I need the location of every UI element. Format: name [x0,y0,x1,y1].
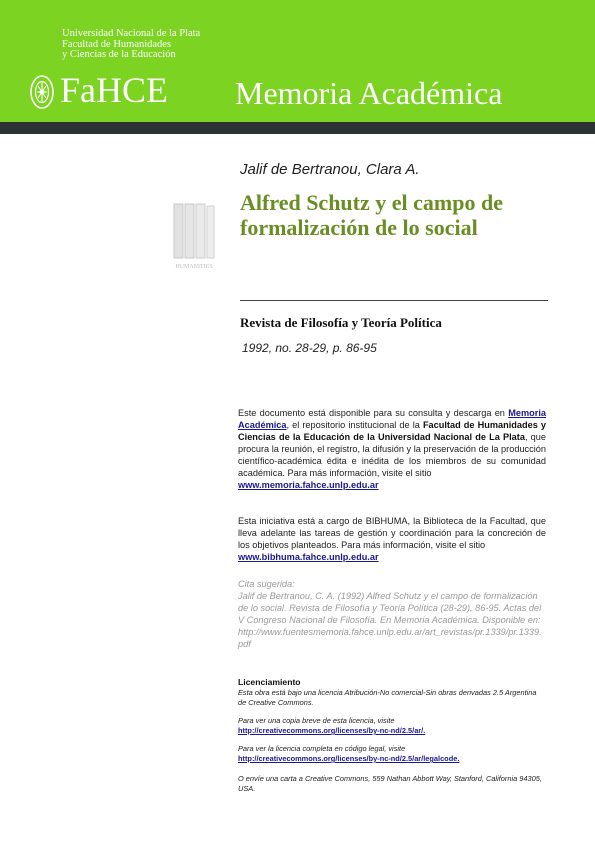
fahce-logo: FaHCE [60,70,168,110]
license-heading: Licenciamiento [238,677,301,687]
intro-text-end: , que procura la reunión, el registro, la difusión y la preservación de la producción científico-académica édita e inédita de los miembros de su comunidad académica. Para más información, visite el sitio [238,432,546,478]
citation-url[interactable]: http://www.fuentesmemoria.fahce.unlp.edu.ar/art_revistas/pr.1339/pr.1339.pdf [238,627,542,649]
faculty-name: Facultad de Humanidades [62,38,172,50]
repository-name: Memoria Académica [235,75,503,111]
document-title: Alfred Schutz y el campo de formalización de lo social [240,190,503,240]
license-text: Esta obra está bajo una licencia Atribución-No comercial-Sin obras derivadas 2.5 Argentina de Creative Commons. [238,688,537,707]
license-full-label: Para ver la licencia completa en código legal, visite [238,744,406,753]
books-logo-icon [166,200,222,272]
memoria-site-link[interactable]: www.memoria.fahce.unlp.edu.ar [238,480,379,490]
bibhuma-text: Esta iniciativa está a cargo de BIBHUMA, la Biblioteca de la Facultad, que lleva adelante las tareas de gestión y coordinación para la concreción de los objetivos planteados. Para más información, visite el sitio [238,516,546,550]
license-brief-label: Para ver una copia breve de esta licencia, visite [238,716,395,725]
memoria-academica-link[interactable]: Memoria Académica [238,408,546,430]
repository-description [238,407,546,491]
citation-text: Jalif de Bertranou, C. A. (1992) Alfred Schutz y el campo de formalización de lo social. Revista de Filosofía y Teoría Política (28-29), 86-95. Actas del V Congreso Nacional de Filosofía. En Memoria Académica. Disponible en: [238,591,542,625]
suggested-citation [238,578,546,650]
license-mail: O envíe una carta a Creative Commons, 559 Nathan Abbott Way, Stanford, California 94305, USA. [238,774,542,793]
journal-name: Revista de Filosofía y Teoría Política [240,315,442,330]
bibhuma-site-link[interactable]: www.bibhuma.fahce.unlp.edu.ar [238,552,379,562]
license-brief-link[interactable]: http://creativecommons.org/licenses/by-nc-nd/2.5/ar/. [238,726,426,735]
citation-label: Cita sugerida: [238,579,295,589]
university-seal-icon [29,73,55,111]
title-divider [240,300,548,301]
bibhuma-description [238,515,546,563]
university-lines [62,29,200,61]
journal-issue: 1992, no. 28-29, p. 86-95 [242,341,377,355]
license-brief [238,716,546,736]
university-name: Universidad Nacional de la Plata [62,28,201,39]
document-author: Jalif de Bertranou, Clara A. [240,161,420,178]
intro-text-start: Este documento está disponible para su consulta y descarga en [238,408,505,418]
license-full-link[interactable]: http://creativecommons.org/licenses/by-nc-nd/2.5/ar/legalcode. [238,754,460,763]
intro-institution: Facultad de Humanidades y Ciencias de la Educación de la Universidad Nacional de La Plata [238,420,546,442]
header-bottom-stripe [0,122,595,134]
intro-text-mid: , el repositorio institucional de la [286,420,420,430]
books-logo-caption: HUMANITIES [175,264,213,270]
faculty-name-cont: y Ciencias de la Educación [62,49,176,61]
license-full [238,744,546,764]
header-band [0,0,595,122]
